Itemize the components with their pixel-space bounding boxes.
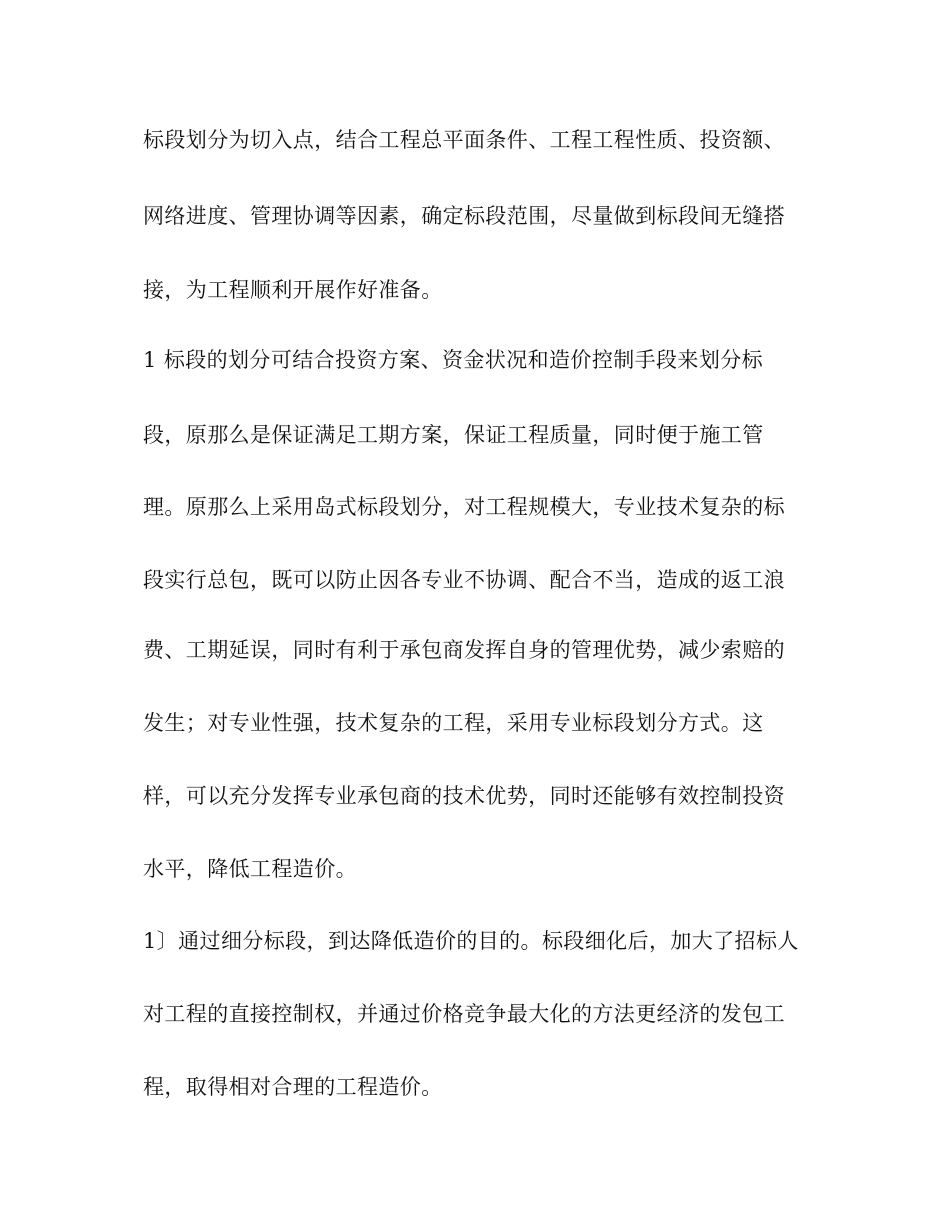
text-line-11: 水平，降低工程造价。: [143, 857, 357, 881]
text-line-2: 网络进度、管理协调等因素，确定标段范围，尽量做到标段间无缝搭: [143, 204, 785, 228]
text-line-4: 1 标段的划分可结合投资方案、资金状况和造价控制手段来划分标: [143, 348, 764, 372]
text-line-12: 1〕通过细分标段，到达降低造价的目的。标段细化后，加大了招标人: [143, 929, 799, 953]
text-line-3: 接，为工程顺利开展作好准备。: [143, 278, 443, 302]
text-line-6: 理。原那么上采用岛式标段划分，对工程规模大，专业技术复杂的标: [143, 495, 785, 519]
text-line-5: 段，原那么是保证满足工期方案，保证工程质量，同时便于施工管: [143, 423, 764, 447]
text-line-14: 程，取得相对合理的工程造价。: [143, 1075, 443, 1099]
text-line-13: 对工程的直接控制权，并通过价格竞争最大化的方法更经济的发包工: [143, 1002, 785, 1026]
text-line-8: 费、工期延误，同时有利于承包商发挥自身的管理优势，减少索赔的: [143, 638, 785, 662]
text-line-10: 样，可以充分发挥专业承包商的技术优势，同时还能够有效控制投资: [143, 784, 785, 808]
text-line-9: 发生；对专业性强，技术复杂的工程，采用专业标段划分方式。这: [143, 711, 764, 735]
text-line-1: 标段划分为切入点，结合工程总平面条件、工程工程性质、投资额、: [143, 128, 785, 152]
text-line-7: 段实行总包，既可以防止因各专业不协调、配合不当，造成的返工浪: [143, 568, 785, 592]
